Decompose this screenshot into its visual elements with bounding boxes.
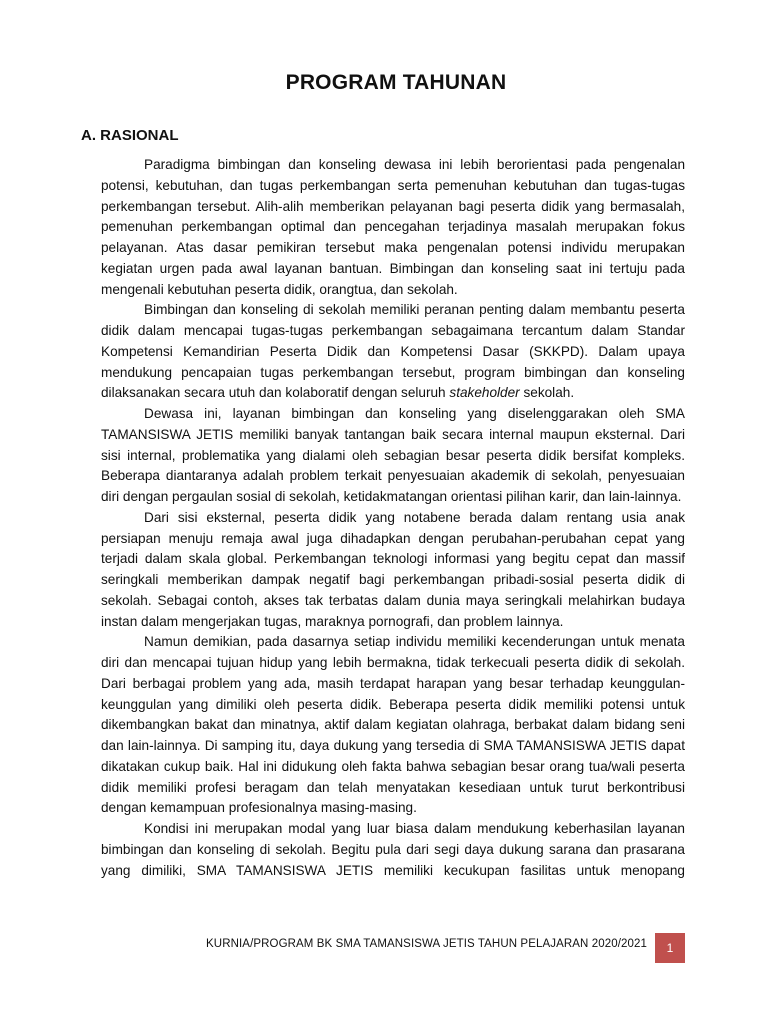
footer-running-text: KURNIA/PROGRAM BK SMA TAMANSISWA JETIS TAHUN PELAJARAN 2020/2021 [206, 938, 647, 950]
paragraph-1: Paradigma bimbingan dan konseling dewasa ini lebih berorientasi pada pengenalan potensi, kebutuhan, dan tugas perkembangan serta pemenuhan kebutuhan dan tugas-tugas perkembangan tersebut. Alih-alih memberikan pelayanan bagi peserta didik yang bermasalah, pemenuhan perkembangan optimal dan pencegahan terjadinya masalah merupakan fokus pelayanan. Atas dasar pemikiran tersebut maka pengenalan potensi individu merupakan kegiatan urgen pada awal layanan bantuan. Bimbingan dan konseling saat ini tertuju pada mengenali kebutuhan peserta didik, orangtua, dan sekolah. [101, 157, 685, 297]
page-number: 1 [666, 941, 674, 955]
paragraph-5: Namun demikian, pada dasarnya setiap individu memiliki kecenderungan untuk menata diri dan mencapai tujuan hidup yang lebih bermakna, tidak terkecuali peserta didik di sekolah. Dari berbagai problem yang ada, masih terdapat harapan yang besar terhadap keunggulan-keunggulan yang dimiliki oleh peserta didik. Beberapa peserta didik memiliki potensi untuk dikembangkan bakat dan minatnya, aktif dalam kegiatan olahraga, berbakat dalam bidang seni dan lain-lainnya. Di samping itu, daya dukung yang tersedia di SMA TAMANSISWA JETIS dapat dikatakan cukup baik. Hal ini didukung oleh fakta bahwa sebagian besar orang tua/wali peserta didik memiliki profesi beragam dan telah menyatakan kesediaan untuk turut berkontribusi dengan kemampuan profesionalnya masing-masing. [101, 634, 685, 816]
paragraph-6: Kondisi ini merupakan modal yang luar biasa dalam mendukung keberhasilan layanan bimbingan dan konseling di sekolah. Begitu pula dari segi daya dukung sarana dan prasarana yang dimiliki, SMA TAMANSISWA JETIS memiliki kecukupan fasilitas untuk menopang [101, 821, 685, 878]
paragraph-2-text-after: sekolah. [519, 385, 575, 401]
page-number-badge [655, 933, 685, 963]
paragraph-3: Dewasa ini, layanan bimbingan dan konseling yang diselenggarakan oleh SMA TAMANSISWA JETIS memiliki banyak tantangan baik secara internal maupun eksternal. Dari sisi internal, problematika yang dialami oleh sebagian besar peserta didik bersifat kompleks. Beberapa diantaranya adalah problem terkait penyesuaian akademik di sekolah, penyesuaian diri dengan pergaulan sosial di sekolah, ketidakmatangan orientasi pilihan karir, dan lain-lainnya. [101, 406, 685, 504]
paragraph-2-text-before: Bimbingan dan konseling di sekolah memiliki peranan penting dalam membantu peserta didik dalam mencapai tugas-tugas perkembangan sebagaimana tercantum dalam Standar Kompetensi Kemandirian Peserta Didik dan Kompetensi Dasar (SKKPD). Dalam upaya mendukung pencapaian tugas perkembangan tersebut, program bimbingan dan konseling dilaksanakan secara utuh dan kolaboratif dengan seluruh [101, 302, 685, 401]
page-title: PROGRAM TAHUNAN [285, 71, 507, 94]
paragraph-2 [101, 300, 685, 404]
paragraph-4: Dari sisi eksternal, peserta didik yang notabene berada dalam rentang usia anak persiapan menuju remaja awal juga dihadapkan dengan perubahan-perubahan cepat yang terjadi dalam skala global. Perkembangan teknologi informasi yang begitu cepat dan massif seringkali memberikan dampak negatif bagi perkembangan pribadi-sosial peserta didik di sekolah. Sebagai contoh, akses tak terbatas dalam dunia maya seringkali melahirkan budaya instan dalam mengerjakan tugas, maraknya pornografi, dan problem lainnya. [101, 509, 685, 629]
section-heading: A. RASIONAL [81, 127, 179, 144]
body-text [101, 155, 685, 900]
paragraph-2-emphasis: stakeholder [449, 385, 520, 401]
